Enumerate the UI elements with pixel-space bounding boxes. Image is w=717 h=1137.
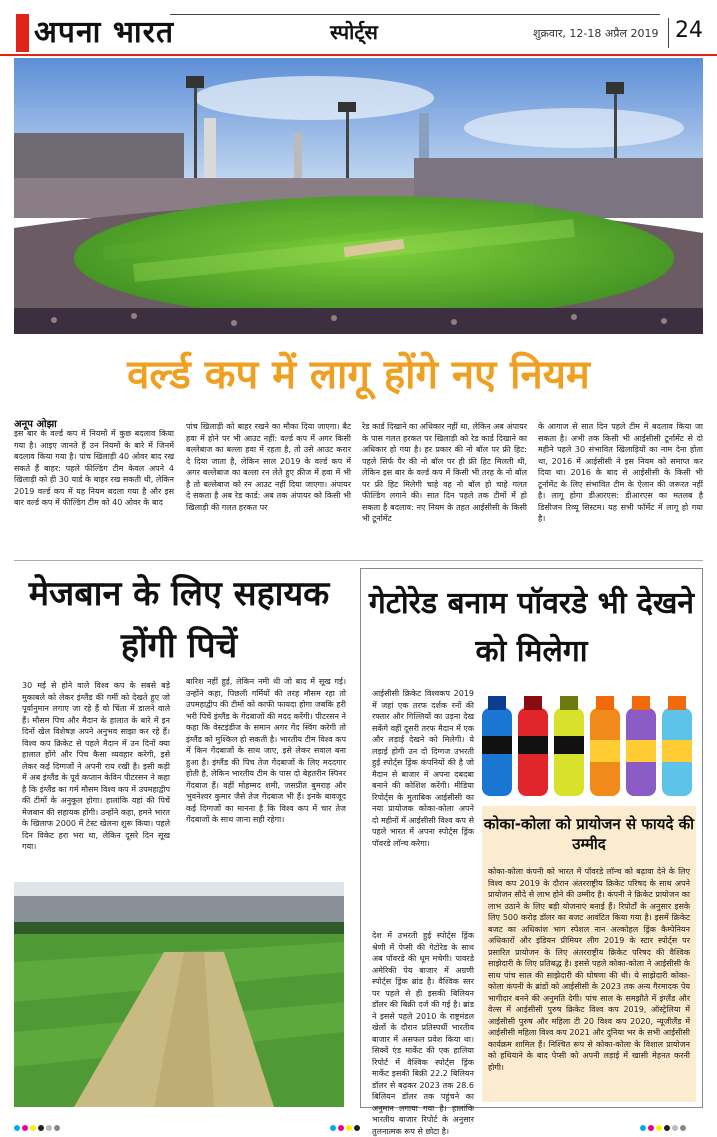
footer-color-bar bbox=[0, 1114, 717, 1124]
bottle-orange bbox=[590, 696, 620, 796]
bottle-purple bbox=[626, 696, 656, 796]
sports-drink-headline: गेटोरेड बनाम पॉवरडे भी देखने को मिलेगा bbox=[368, 586, 695, 669]
sports-drink-column-1-cont: देश में उभरती हुई स्पोर्ट्स ड्रिंक श्रेणी में पेप्सी की गेटोरेड के साथ अब पॉवरडे की धूम मचेगी। पावरडे अमेरिकी पेय बाजार में अग्रणी स्पोर्ट्स ड्रिंक ब्रांड है। वैश्विक स्तर पर पहले से ही इसकी बिलियन डॉलर की बिक्री दर्ज की गई है। ब्रांड ने इससे पहले 2010 के राष्ट्रमंडल खेलों के दौरान प्रतिस्पर्धी भारतीय बाजार में असफल प्रवेश किया था। सिक्वें एंड मार्केट की एक हालिया रिपोर्ट में वैश्विक स्पोर्ट्स ड्रिंक मार्केट इसकी बिक्री 22.2 बिलियन डॉलर से बढ़कर 2023 तक 28.6 बिलियन डॉलर तक पहुंचने का अनुमान लगाया गया है। हालांकि भारतीय बाजार रिपोर्ट के अनुसार तुलनात्मक रूप से छोटा है। bbox=[372, 931, 474, 1136]
coca-cola-sidebar-text: कोका-कोला कंपनी को भारत में पॉवरडे लॉन्च को बढ़ावा देने के लिए विश्व कप 2019 के दौरान अंतरराष्ट्रीय क्रिकेट परिषद के साथ अपने प्रायोजन सौदे से लाभ होने की उम्मीद है। कंपनी ने क्रिकेट प्रायोजन का लाभ उठाने के लिए बड़ी योजनाएं बनाई हैं। रिपोर्टों के अनुसार इसके लिए 500 करोड़ डॉलर का बजट आवंटित किया गया है। इसमें क्रिकेट बजट का अधिकांश भाग स्पेशल नान अल्कोहल ड्रिंक कैम्पेनियन अधिकारों और इंडियन प्रीमियर लीग 2019 के स्टार स्पोर्ट्स पर प्रसारित प्रायोजन के लिए अंतरराष्ट्रीय क्रिकेट परिषद की वैश्विक साझेदारी के लिए प्रतिबद्ध है। इससे पहले कोका-कोला ने आईसीसी के साथ पांच साल की साझेदारी की घोषणा की थी। ये साझेदारी कोका-कोला कंपनी के ब्रांडों को आईसीसी के 2023 तक अन्य गैरमादक पेय भागीदार बनने की अनुमति देगी। पांच साल के समझौते में इंग्लैंड और वेल्स में आईसीसी पुरुष क्रिकेट विश्व कप 2019, ऑस्ट्रेलिया में आईसीसी पुरुष और महिला टी 20 विश्व कप 2020, न्यूजीलैंड में आईसीसी महिला विश्व कप 2021 और दुनिया भर के सभी आईसीसी कार्यक्रम शामिल हैं। निश्चित रूप से कोका-कोला के विशाल प्रायोजन को हथियाने के बाद पेप्सी को अपनी लड़ाई में खासी मेहनत करनी होगी। bbox=[488, 867, 690, 1072]
bottle-yellow bbox=[554, 696, 584, 796]
header-rule-bottom bbox=[0, 54, 717, 56]
header-rule-top bbox=[170, 14, 660, 15]
sports-drink-column-1: आईसीसी क्रिकेट विश्वकप 2019 में जहां एक तरफ दर्शक रनों की रफ्तार और गिल्लियों का उड़ना देख सकेंगे वहीं दूसरी तरफ मैदान में एक और लड़ाई देखने को मिलेगी। ये लड़ाई होगी उन दो दिग्गज उभरती हुई स्पोर्ट्स ड्रिंक कंपनियों की है जो मैदान से बाजार में अपना दबदबा बनाने की कोशिश करेंगी। मीडिया रिपोर्ट्स के मुताबिक आईसीसी का नया प्रायोजक कोका-कोला अपने दो महीनों में आईसीसी विश्व कप से पहले भारत में अपना स्पोर्ट्स ड्रिंक पॉवरडे लॉन्च करेगा। bbox=[372, 689, 474, 848]
pitch-photo bbox=[14, 882, 344, 1107]
drink-bottles-image bbox=[476, 690, 698, 800]
stadium-photo bbox=[14, 58, 703, 334]
section-title: स्पोर्ट्स bbox=[330, 20, 378, 44]
page-number: 24 bbox=[668, 18, 703, 48]
main-story-column-2: पांच खिलाड़ी को बाहर रखने का मौका दिया जाएगा। बैट हवा में होने पर भी आउट नहीं: वर्ल्ड कप में अगर किसी बल्लेबाज का बल्ला हवा में रहता है, तो उसे आउट करार दे दिया जाता है, लेकिन साल 2019 के वर्ल्ड कप में अगर बल्लेबाज का बल्ला रन लेते हुए क्रीज में हवा में भी है तो बल्लेबाज को रन आउट नहीं दिया जाएगा। अंपायर दे सकता है अब रेड कार्ड: अब तक अंपायर को किसी भी खिलाड़ी की गलत हरकत पर bbox=[186, 422, 351, 512]
bottle-blue bbox=[482, 696, 512, 796]
pitch-story-column-2: बारिश नहीं हुई, लेकिन नमी थी जो बाद में सूख गई। उन्होंने कहा, पिछली गर्मियों की तरह मौसम रहा तो उपमहाद्वीप की टीमों को काफी फायदा होगा जबकि हरी भरी पिचें इंग्लैंड के गेंदबाजों की मदद करेंगी। पीटरसन ने कहा कि वेस्टइंडीज के समान अगर गेंद स्विंग करेगी तो इंग्लैंड को मुश्किल हो सकती है। भारतीय टीम विश्व कप में किन गेंदबाजों के साथ जाए, इसे लेकर सवाल बना हुआ है। इंग्लैंड की पिच तेज गेंदबाजों के लिए मददगार होती है, लेकिन भारतीय टीम के पास दो बेहतरीन स्पिनर गेंदबाज हैं। वहीं मोहम्मद शमी, जसप्रीत बुमराह और भुवनेश्वर कुमार जैसे तेज गेंदबाज भी हैं। इनके बावजूद कई दिग्गजों का मानना है कि विश्व कप में चार तेज गेंदबाजों के साथ जाना सही रहेगा। bbox=[186, 677, 346, 824]
byline: अनूप ओझा bbox=[14, 419, 57, 430]
coca-cola-sidebar-title: कोका-कोला को प्रायोजन से फायदे की उम्मीद bbox=[483, 815, 695, 853]
bottle-red bbox=[518, 696, 548, 796]
pitch-story-column-1: 30 मई से होने वाले विश्व कप के सबसे बड़े मुकाबले को लेकर इंग्लैंड की गर्मी को देखते हुए जो पूर्वानुमान लगाए जा रहे हैं वो चिंता में डालने वाले हैं। मौसम पिच और मैदान के हालात के बारे में इन दिनों खेल विशेषज्ञ अपने अनुभव साझा कर रहे हैं। विश्व कप क्रिकेट से पहले मैदान में उन दिनों क्या हालात होंगे और पिच कैसा व्यवहार करेगी, इसे लेकर कई दिग्गजों ने अपनी राय रखी है। इसी कड़ी में अब इंग्लैंड के पूर्व कप्तान केविन पीटरसन ने कहा है कि इंग्लैंड का गर्म मौसम विश्व कप में उपमहाद्वीप की टीमों के अनुकूल होगा। हालांकि यहां की पिचें मेजबान की सहायक होंगी। उन्होंने कहा, हमने भारत के खिलाफ 2000 में टेस्ट खेलना शुरू किया। पहले दिन विकेट हरा भरा था, लेकिन दूसरे दिन सूख गया। bbox=[22, 681, 170, 851]
main-headline: वर्ल्ड कप में लागू होंगे नए नियम bbox=[127, 352, 590, 398]
masthead-red-bar bbox=[16, 14, 29, 52]
section-divider bbox=[14, 560, 703, 561]
bottle-light-blue bbox=[662, 696, 692, 796]
main-story-column-3: रेड कार्ड दिखाने का अधिकार नहीं था, लेकिन अब अंपायर के पास गलत हरकत पर खिलाड़ी को रेड कार्ड दिखाने का अधिकार हो गया है। हर प्रकार की नो बॉल पर फ्री हिट: पहले सिर्फ पैर की नो बॉल पर ही फ्री हिट मिलती थी, लेकिन इस बार के वर्ल्ड कप में किसी भी तरह के नो बॉल पर फ्री हिट मिलेगी चाहे वह नो बॉल हो चाहे गलत फील्डिंग लगाने की। सात दिन पहले तक टीमों में हो सकता है बदलाव: नए नियम के तहत आईसीसी के किसी भी टूर्नामेंट bbox=[362, 422, 528, 523]
dateline: शुक्रवार, 12-18 अप्रैल 2019 bbox=[533, 27, 659, 40]
main-story-column-1: इस बार के वर्ल्ड कप में नियमों में कुछ बदलाव किया गया है। आइए जानते हैं उन नियमों के बारे में जिनमें बदलाव किया गया है। पांच खिलाड़ी 40 ओवर बाद रख सकते हैं बाहर: पहले फील्डिंग टीम केवल अपने 4 खिलाड़ी को ही 30 यार्ड के बाहर रख सकती थी, लेकिन 2019 वर्ल्ड कप में यह नियम बदला गया है और इस बार वर्ल्ड कप में फील्डिंग टीम को 40 ओवर के बाद bbox=[14, 429, 174, 507]
pitch-story-headline: मेजबान के लिए सहायक होंगी पिचें bbox=[28, 574, 330, 666]
masthead-title: अपना भारत bbox=[34, 15, 175, 50]
main-story-column-4: के आगाज से सात दिन पहले टीम में बदलाव किया जा सकता है। अभी तक किसी भी आईसीसी टूर्नामेंट से दो महीने पहले 30 संभावित खिलाड़ियों का नाम देना होता था, 2016 में आईसीसी ने इस नियम को समाप्त कर दिया था। 2016 के बाद से आईसीसी के किसी भी टूर्नामेंट के लिए संभावित टीम के ऐलान की जरूरत नहीं है। लागू होगा डीआरएस: डीआरएस का मतलब है डिसीजन रिव्यू सिस्टम। यह सभी फॉर्मेट में लागू हो गया है। bbox=[538, 422, 703, 523]
